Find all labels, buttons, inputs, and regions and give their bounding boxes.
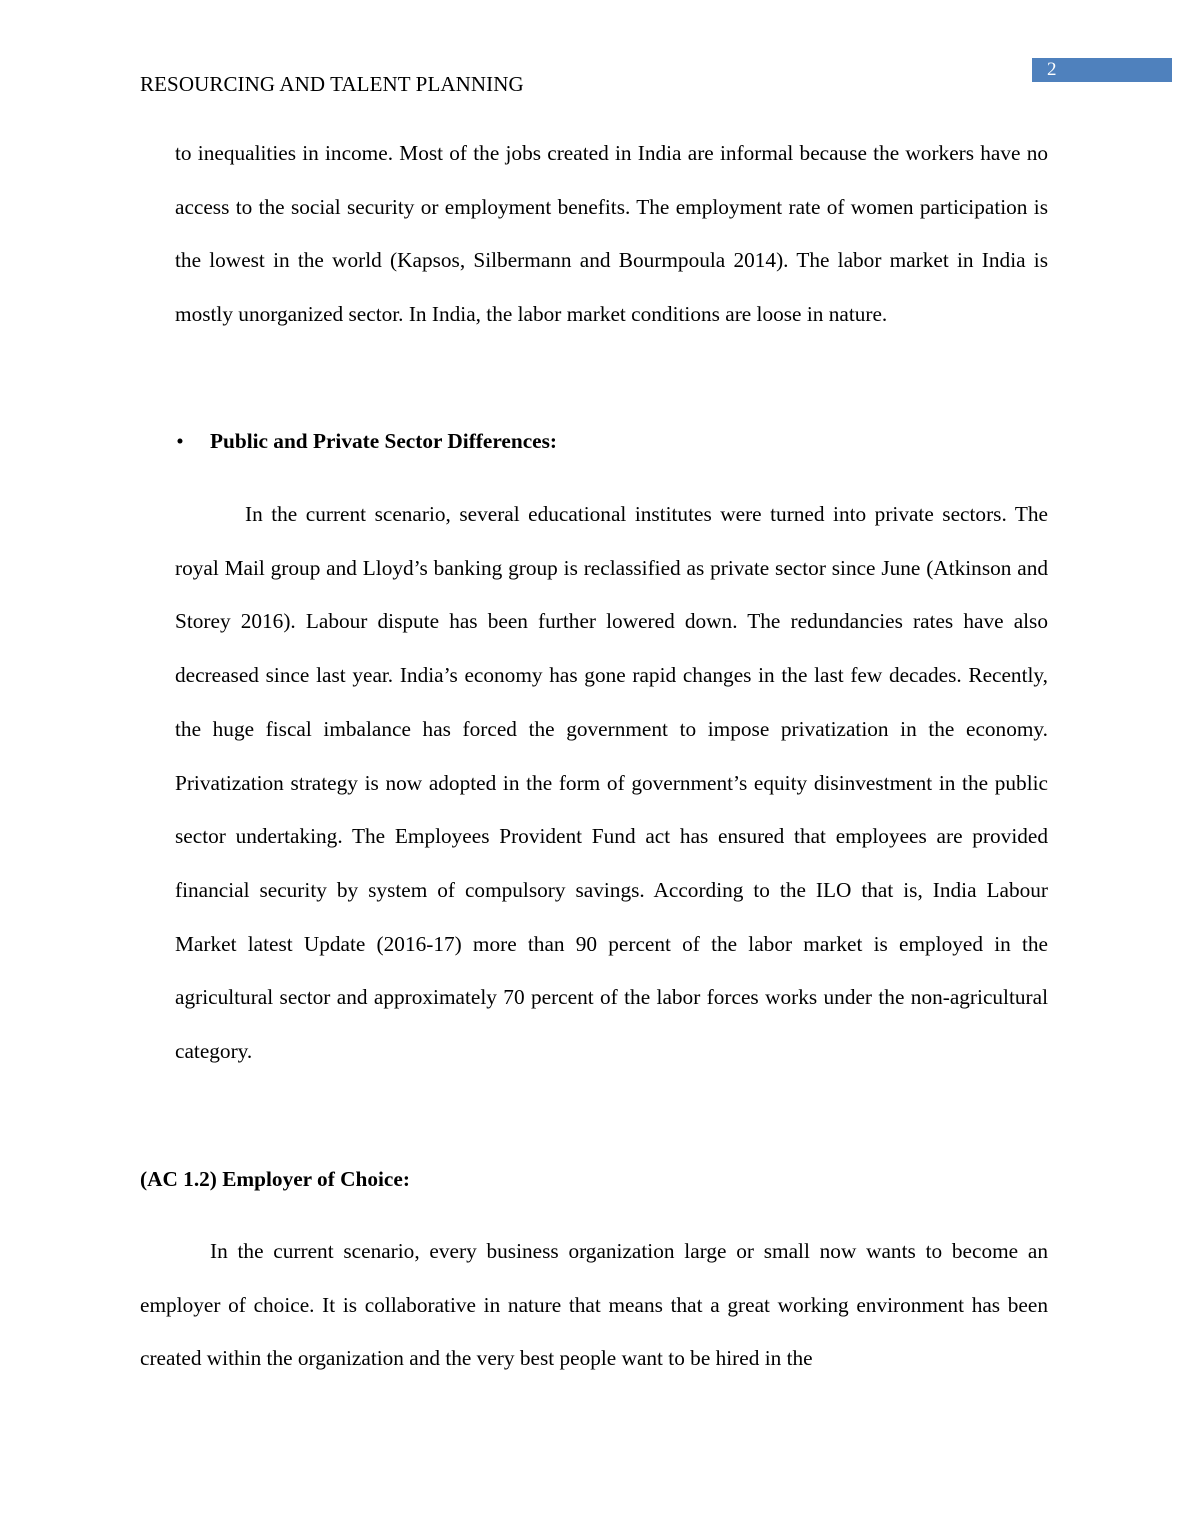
running-head: RESOURCING AND TALENT PLANNING <box>140 72 524 96</box>
section-heading-employer-of-choice: (AC 1.2) Employer of Choice: <box>140 1167 410 1191</box>
page-number-badge <box>1032 58 1172 82</box>
paragraph-income-inequality: to inequalities in income. Most of the jobs created in India are informal because the workers have no access to the social security or employment benefits. The employment rate of women participation is the lowest in the world (Kapsos, Silbermann and Bourmpoula 2014). The labor market in India is mostly unorganized sector. In India, the labor market conditions are loose in nature. <box>175 141 1048 327</box>
paragraph-employer-of-choice: In the current scenario, every business organization large or small now wants to become an employer of choice. It is collaborative in nature that means that a great working environment has been created within the organization and the very best people want to be hired in the <box>140 1239 1048 1371</box>
bullet-heading: Public and Private Sector Differences: <box>210 429 557 453</box>
paragraph-sector-differences: In the current scenario, several educational institutes were turned into private sectors. The royal Mail group and Lloyd’s banking group is reclassified as private sector since June (Atkinson and Storey 2016). Labour dispute has been further lowered down. The redundancies rates have also decreased since last year. India’s economy has gone rapid changes in the last few decades. Recently, the huge fiscal imbalance has forced the government to impose privatization in the economy. Privatization strategy is now adopted in the form of government’s equity disinvestment in the public sector undertaking. The Employees Provident Fund act has ensured that employees are provided financial security by system of compulsory savings. According to the ILO that is, India Labour Market latest Update (2016-17) more than 90 percent of the labor market is employed in the agricultural sector and approximately 70 percent of the labor forces works under the non-agricultural category. <box>175 502 1048 1064</box>
bullet-icon: • <box>176 429 184 453</box>
page-number: 2 <box>1047 59 1057 80</box>
